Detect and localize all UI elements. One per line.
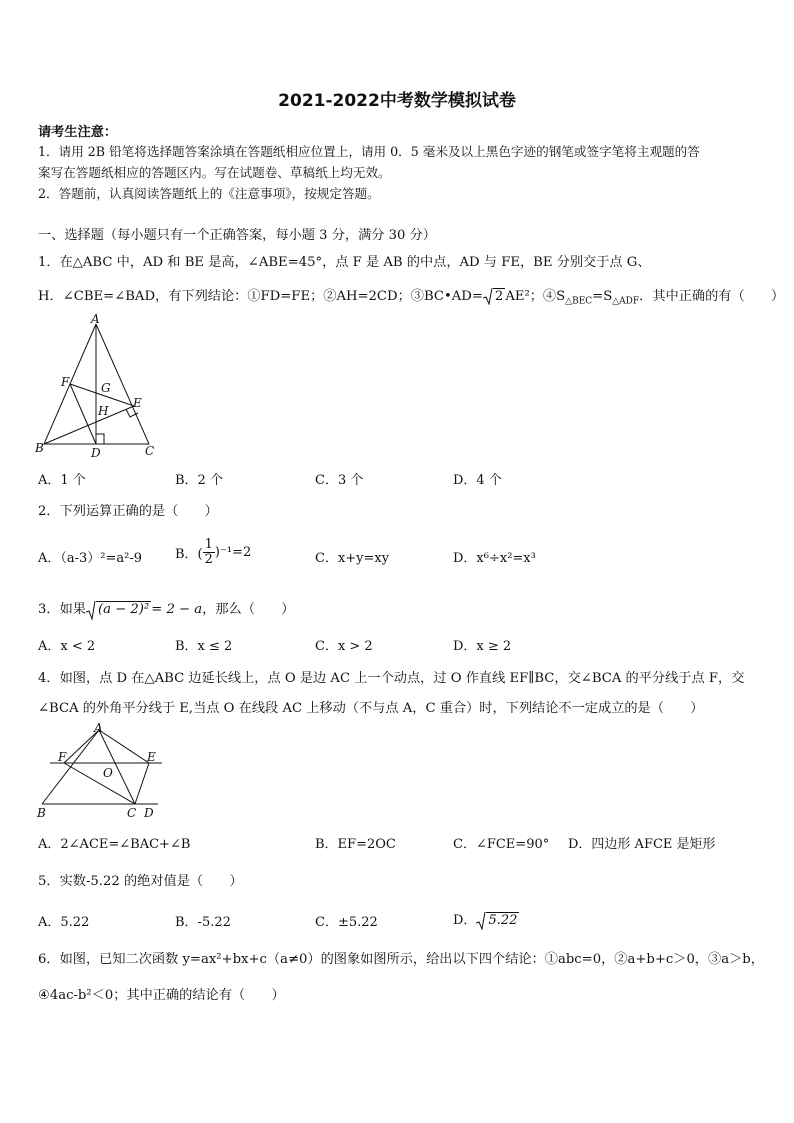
q3-stem-suffix: ，那么（ ） xyxy=(202,602,295,617)
q5-option-b: B．-5.22 xyxy=(175,915,231,930)
q5-sqrt xyxy=(476,912,519,928)
q1-label-d: D xyxy=(91,446,101,460)
q2-option-b xyxy=(175,538,251,567)
q4-label-f: F xyxy=(58,750,67,764)
q3-option-d: D．x ≥ 2 xyxy=(453,639,512,654)
q2-option-b-prefix: B．( xyxy=(175,547,203,562)
q1-eq: =S xyxy=(592,289,613,304)
q1-option-a: A．1 个 xyxy=(38,473,86,488)
q3-option-a: A．x < 2 xyxy=(38,639,96,654)
q1-label-a: A xyxy=(91,312,100,326)
notice-heading: 请考生注意： xyxy=(38,125,118,140)
q4-option-d: D．四边形 AFCE 是矩形 xyxy=(568,837,716,852)
q4-figure xyxy=(34,720,166,822)
notice-line-3: 2．答题前，认真阅读答题纸上的《注意事项》，按规定答题。 xyxy=(38,186,380,201)
q4-option-a: A．2∠ACE=∠BAC+∠B xyxy=(38,837,191,852)
section-heading: 一、选择题（每小题只有一个正确答案，每小题 3 分，满分 30 分） xyxy=(38,228,436,243)
q1-option-b: B．2 个 xyxy=(175,473,223,488)
q4-label-o: O xyxy=(103,766,113,780)
q1-line-1: 1．在△ABC 中，AD 和 BE 是高，∠ABE=45°，点 F 是 AB 的中点，AD 与 FE，BE 分别交于点 G、 xyxy=(38,255,651,270)
page-title: 2021-2022中考数学模拟试卷 xyxy=(278,91,516,111)
q1-sub-bec: △BEC xyxy=(565,296,593,307)
q4-option-c: C．∠FCE=90° xyxy=(453,837,550,852)
q1-label-c: C xyxy=(145,444,155,458)
q1-line-2a: H．∠CBE=∠BAD，有下列结论：①FD=FE；②AH=2CD；③BC•AD= xyxy=(38,289,483,304)
q2-option-d: D．x⁶÷x²=x³ xyxy=(453,551,536,566)
q2-option-b-suffix: )⁻¹=2 xyxy=(214,545,252,560)
q5-option-d xyxy=(453,909,519,928)
q3-option-b: B．x ≤ 2 xyxy=(175,639,233,654)
q5-option-c: C．±5.22 xyxy=(315,915,378,930)
notice-line-2: 案写在答题纸相应的答题区内。写在试题卷、草稿纸上均无效。 xyxy=(38,165,391,180)
q2-stem: 2．下列运算正确的是（ ） xyxy=(38,504,218,519)
q5-stem: 5．实数-5.22 的绝对值是（ ） xyxy=(38,874,243,889)
q1-label-b: B xyxy=(35,441,44,455)
notice-line-1: 1．请用 2B 铅笔将选择题答案涂填在答题纸相应位置上，请用 0．5 毫米及以上黑色字迹的钢笔或签字笔将主观题的答 xyxy=(38,144,700,159)
q2-option-a: A．（a-3）²=a²-9 xyxy=(38,551,143,566)
q1-option-c: C．3 个 xyxy=(315,473,364,488)
q1-label-h: H xyxy=(98,404,109,418)
q3-sqrt xyxy=(86,601,151,617)
q6-line-1: 6．如图，已知二次函数 y=ax²+bx+c（a≠0）的图象如图所示，给出以下四个结论：①abc=0，②a+b+c＞0，③a＞b， xyxy=(38,952,764,967)
q3-stem-prefix: 3．如果 xyxy=(38,602,86,617)
q5-sqrt-radicand: 5.22 xyxy=(488,913,518,928)
q5-option-d-prefix: D． xyxy=(453,913,477,928)
q3-sqrt-radicand: (a − 2)² xyxy=(97,602,150,617)
q1-option-d: D．4 个 xyxy=(453,473,502,488)
q1-triangle-figure xyxy=(34,312,164,460)
q2-option-c: C．x+y=xy xyxy=(315,551,390,566)
q2-fraction-den: 2 xyxy=(204,552,213,567)
q6-line-2: ④4ac-b²＜0；其中正确的结论有（ ） xyxy=(38,988,285,1003)
q1-line-2b: AE²；④S xyxy=(505,289,566,304)
q4-label-e: E xyxy=(147,750,156,764)
q4-line-2: ∠BCA 的外角平分线于 E,当点 O 在线段 AC 上移动（不与点 A，C 重合）时，下列结论不一定成立的是（ ） xyxy=(38,701,704,716)
q1-line-2c: ．其中正确的有（ ） xyxy=(639,289,785,304)
q1-sqrt-radicand: 2 xyxy=(494,289,504,304)
q1-sqrt xyxy=(483,288,505,304)
q5-option-a: A．5.22 xyxy=(38,915,90,930)
q4-label-a: A xyxy=(94,721,103,735)
q3-option-c: C．x > 2 xyxy=(315,639,373,654)
q1-sub-adf: △ADF xyxy=(612,296,640,307)
q4-option-b: B．EF=2OC xyxy=(315,837,396,852)
q4-label-c: C xyxy=(127,806,137,820)
q1-label-e: E xyxy=(133,396,142,410)
q1-label-f: F xyxy=(61,375,70,389)
q1-label-g: G xyxy=(101,381,111,395)
q4-label-d: D xyxy=(144,806,154,820)
q4-label-b: B xyxy=(37,806,46,820)
q3-stem xyxy=(38,598,294,617)
q4-line-1: 4．如图，点 D 在△ABC 边延长线上，点 O 是边 AC 上一个动点，过 O 作直线 EF∥BC，交∠BCA 的平分线于点 F，交 xyxy=(38,671,745,686)
q2-fraction xyxy=(203,538,215,567)
q3-rhs: = 2 − a xyxy=(151,602,203,617)
q2-fraction-num: 1 xyxy=(204,537,213,552)
q1-line-2 xyxy=(38,285,784,307)
